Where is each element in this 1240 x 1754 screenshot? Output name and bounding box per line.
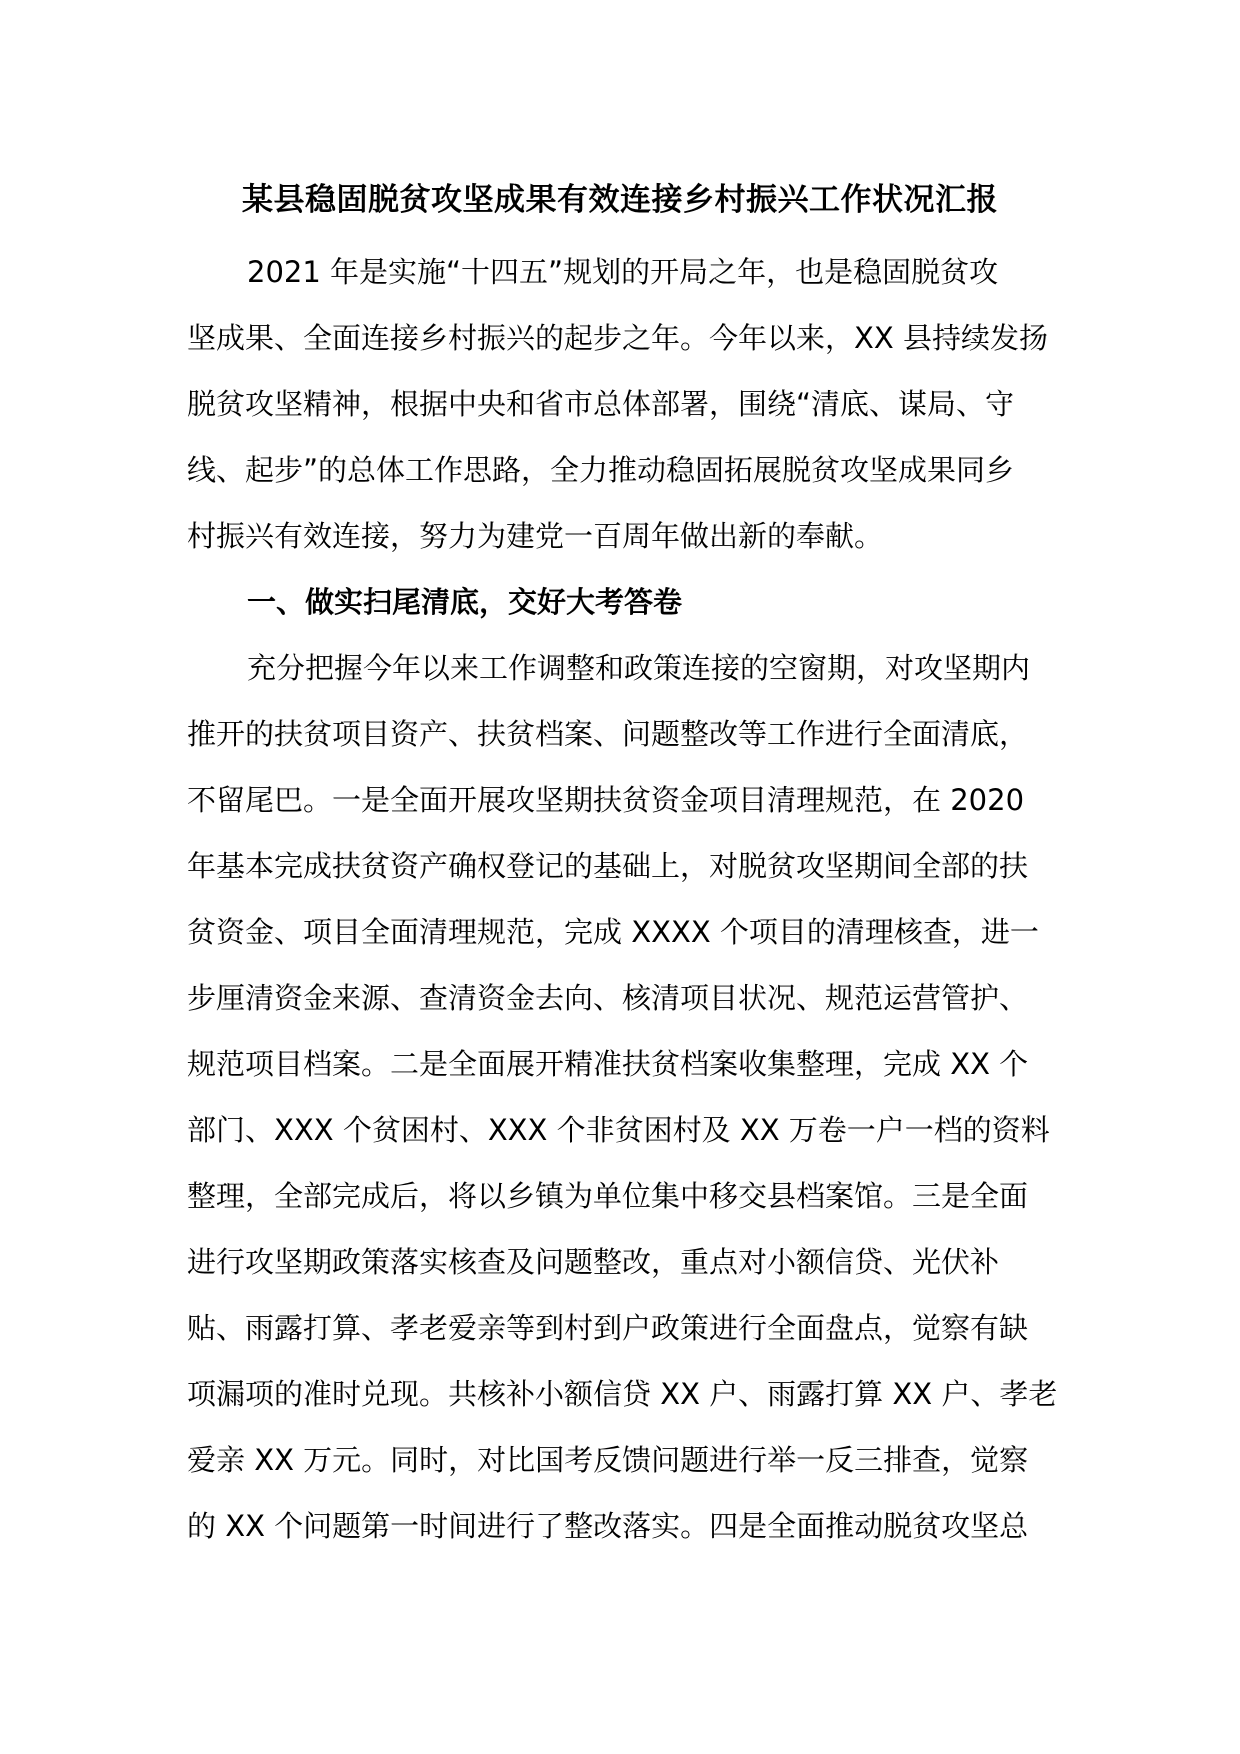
paragraph-2-line-8: 部门、XXX 个贫困村、XXX 个非贫困村及 XX 万卷一户一档的资料	[187, 1113, 1050, 1147]
paragraph-2-line-2: 推开的扶贫项目资产、扶贫档案、问题整改等工作进行全面清底，	[187, 717, 1029, 751]
paragraph-2-line-6: 步厘清资金来源、查清资金去向、核清项目状况、规范运营管护、	[187, 981, 1029, 1015]
paragraph-2-line-1: 充分把握今年以来工作调整和政策连接的空窗期，对攻坚期内	[247, 651, 1031, 685]
section-1-heading: 一、做实扫尾清底，交好大考答卷	[247, 585, 683, 619]
paragraph-2-line-12: 项漏项的准时兑现。共核补小额信贷 XX 户、雨露打算 XX 户、孝老	[187, 1377, 1058, 1411]
paragraph-2-line-7: 规范项目档案。二是全面展开精准扶贫档案收集整理，完成 XX 个	[187, 1047, 1029, 1081]
paragraph-2-line-13: 爱亲 XX 万元。同时，对比国考反馈问题进行举一反三排查，觉察	[187, 1443, 1029, 1477]
paragraph-2-line-11: 贴、雨露打算、孝老爱亲等到村到户政策进行全面盘点，觉察有缺	[187, 1311, 1029, 1345]
paragraph-1-line-4: 线、起步”的总体工作思路，全力推动稳固拓展脱贫攻坚成果同乡	[187, 453, 1015, 487]
paragraph-2-line-4: 年基本完成扶贫资产确权登记的基础上，对脱贫攻坚期间全部的扶	[187, 849, 1029, 883]
paragraph-1-line-5: 村振兴有效连接，努力为建党一百周年做出新的奉献。	[187, 519, 884, 553]
paragraph-1-line-2: 坚成果、全面连接乡村振兴的起步之年。今年以来，XX 县持续发扬	[187, 321, 1048, 355]
paragraph-1-line-3: 脱贫攻坚精神，根据中央和省市总体部署，围绕“清底、谋局、守	[187, 387, 1015, 421]
document-title: 某县稳固脱贫攻坚成果有效连接乡村振兴工作状况汇报	[242, 182, 998, 218]
paragraph-2-line-10: 进行攻坚期政策落实核查及问题整改，重点对小额信贷、光伏补	[187, 1245, 1000, 1279]
paragraph-2-line-14: 的 XX 个问题第一时间进行了整改落实。四是全面推动脱贫攻坚总	[187, 1509, 1029, 1543]
paragraph-2-line-9: 整理，全部完成后，将以乡镇为单位集中移交县档案馆。三是全面	[187, 1179, 1029, 1213]
paragraph-2-line-5: 贫资金、项目全面清理规范，完成 XXXX 个项目的清理核查，进一	[187, 915, 1039, 949]
paragraph-2-line-3: 不留尾巴。一是全面开展攻坚期扶贫资金项目清理规范，在 2020	[187, 783, 1025, 817]
paragraph-1-line-1: 2021 年是实施“十四五”规划的开局之年，也是稳固脱贫攻	[247, 255, 999, 289]
